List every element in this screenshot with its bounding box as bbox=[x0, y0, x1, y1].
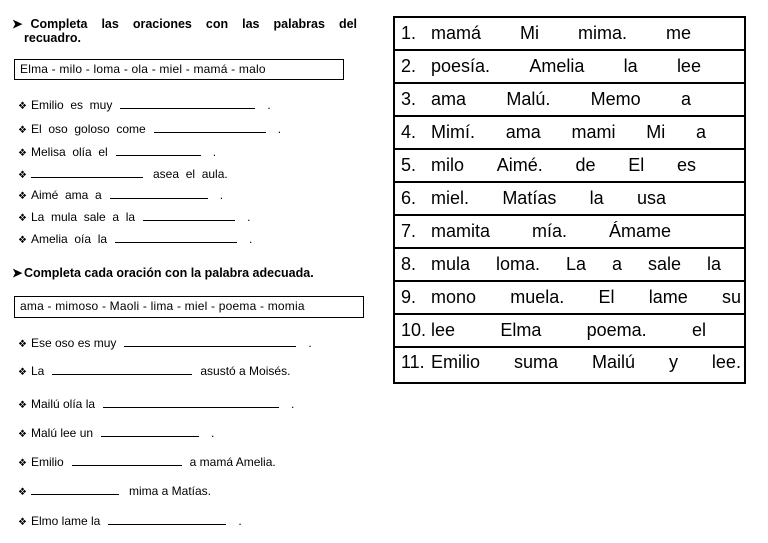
sentence-item bbox=[18, 336, 312, 352]
scrambled-row bbox=[393, 115, 746, 148]
instruction-2-text: Completa cada oración con la palabra adecuada. bbox=[24, 266, 314, 280]
scrambled-word: Malú. bbox=[506, 89, 551, 109]
instruction-2 bbox=[12, 266, 314, 280]
sentence-text: Emilio bbox=[31, 455, 64, 469]
diamond-bullet-icon: ❖ bbox=[18, 429, 27, 440]
sentence-item bbox=[18, 426, 214, 442]
scrambled-word: lee bbox=[431, 320, 456, 340]
worksheet-left bbox=[0, 0, 380, 543]
instruction-1-line2: recuadro. bbox=[24, 31, 81, 45]
scrambled-word: Memo bbox=[590, 89, 641, 109]
scrambled-word: su bbox=[721, 287, 741, 307]
sentence-item bbox=[18, 167, 228, 183]
instruction-word: palabras bbox=[273, 17, 325, 31]
diamond-bullet-icon: ❖ bbox=[18, 170, 27, 181]
scrambled-words bbox=[431, 320, 706, 341]
diamond-bullet-icon: ❖ bbox=[18, 191, 27, 202]
arrowhead-bullet-icon: ➤ bbox=[12, 266, 23, 280]
scrambled-word: a bbox=[611, 254, 622, 274]
sentence-text: . bbox=[249, 232, 253, 246]
scrambled-row bbox=[393, 148, 746, 181]
scrambled-word: Ámame bbox=[608, 221, 671, 241]
sentence-text: mima a Matías. bbox=[129, 484, 212, 498]
scrambled-word: loma. bbox=[495, 254, 540, 274]
sentence-text: . bbox=[291, 397, 295, 411]
answer-blank[interactable] bbox=[120, 98, 255, 109]
sentence-text: . bbox=[267, 98, 271, 112]
diamond-bullet-icon: ❖ bbox=[18, 400, 27, 411]
sentence-text: . bbox=[308, 336, 312, 350]
scrambled-word: Matías bbox=[502, 188, 557, 208]
scrambled-word: Mi bbox=[520, 23, 539, 43]
scrambled-word: mula bbox=[431, 254, 471, 274]
scrambled-word: milo bbox=[431, 155, 465, 175]
sentence-item bbox=[18, 364, 290, 380]
answer-blank[interactable] bbox=[124, 336, 296, 347]
answer-blank[interactable] bbox=[108, 514, 226, 525]
scrambled-word: El bbox=[628, 155, 645, 175]
diamond-bullet-icon: ❖ bbox=[18, 487, 27, 498]
sentence-text: asustó a Moisés. bbox=[200, 364, 291, 378]
sentence-text: a mamá Amelia. bbox=[189, 455, 276, 469]
scrambled-word: mono bbox=[431, 287, 477, 307]
sentence-text: . bbox=[247, 210, 251, 224]
diamond-bullet-icon: ❖ bbox=[18, 213, 27, 224]
instruction-word: las bbox=[242, 17, 260, 31]
row-number: 10. bbox=[401, 320, 427, 340]
scrambled-word: La bbox=[565, 254, 586, 274]
answer-blank[interactable] bbox=[31, 167, 143, 178]
answer-blank[interactable] bbox=[154, 122, 266, 133]
diamond-bullet-icon: ❖ bbox=[18, 235, 27, 246]
row-number: 9. bbox=[401, 287, 417, 307]
answer-blank[interactable] bbox=[116, 145, 201, 156]
row-number: 4. bbox=[401, 122, 417, 142]
instruction-word: Completa bbox=[30, 17, 88, 31]
row-number: 6. bbox=[401, 188, 417, 208]
scrambled-word: mami bbox=[571, 122, 616, 142]
scrambled-word: poesía. bbox=[431, 56, 491, 76]
word-bank-2: ama - mimoso - Maoli - lima - miel - poema - momia bbox=[14, 296, 364, 318]
scrambled-word: a bbox=[680, 89, 691, 109]
scrambled-words bbox=[431, 221, 671, 242]
sentence-item bbox=[18, 210, 250, 226]
row-number: 1. bbox=[401, 23, 417, 43]
scrambled-word: mía. bbox=[531, 221, 567, 241]
scrambled-row bbox=[393, 49, 746, 82]
scrambled-words bbox=[431, 254, 721, 275]
sentence-text: La mula sale a la bbox=[31, 210, 136, 224]
diamond-bullet-icon: ❖ bbox=[18, 101, 27, 112]
scrambled-word: mamá bbox=[431, 23, 482, 43]
diamond-bullet-icon: ❖ bbox=[18, 125, 27, 136]
sentence-text: . bbox=[238, 514, 242, 528]
instruction-word: las bbox=[101, 17, 119, 31]
sentence-text: La bbox=[31, 364, 45, 378]
scrambled-word: el bbox=[691, 320, 706, 340]
scrambled-row bbox=[393, 313, 746, 346]
scrambled-word: ama bbox=[505, 122, 541, 142]
diamond-bullet-icon: ❖ bbox=[18, 458, 27, 469]
scrambled-word: a bbox=[695, 122, 706, 142]
scrambled-word: mima. bbox=[577, 23, 627, 43]
sentence-text: Mailú olía la bbox=[31, 397, 96, 411]
diamond-bullet-icon: ❖ bbox=[18, 339, 27, 350]
sentence-text: Emilio es muy bbox=[31, 98, 113, 112]
sentence-item bbox=[18, 122, 281, 138]
scrambled-word: la bbox=[706, 254, 721, 274]
scrambled-words bbox=[431, 188, 666, 209]
sentence-text: . bbox=[219, 188, 224, 202]
sentence-item bbox=[18, 188, 223, 204]
sentence-text: . bbox=[212, 145, 217, 159]
scrambled-row bbox=[393, 82, 746, 115]
answer-blank[interactable] bbox=[101, 426, 199, 437]
scrambled-row bbox=[393, 280, 746, 313]
scrambled-word: Amelia bbox=[529, 56, 585, 76]
scrambled-word: lame bbox=[648, 287, 688, 307]
diamond-bullet-icon: ❖ bbox=[18, 367, 27, 378]
scrambled-word: Mimí. bbox=[431, 122, 475, 142]
sentence-text: Elmo lame la bbox=[31, 514, 101, 528]
arrowhead-bullet-icon: ➤ bbox=[12, 17, 23, 31]
scrambled-row bbox=[393, 247, 746, 280]
instruction-1 bbox=[12, 17, 372, 45]
scrambled-sentences-table bbox=[393, 16, 746, 384]
sentence-text: Ese oso es muy bbox=[31, 336, 117, 350]
word-bank-1: Elma - milo - loma - ola - miel - mamá - malo bbox=[14, 59, 344, 80]
answer-blank[interactable] bbox=[103, 397, 279, 408]
sentence-item bbox=[18, 98, 271, 114]
scrambled-word: de bbox=[575, 155, 596, 175]
row-number: 7. bbox=[401, 221, 417, 241]
scrambled-word: sale bbox=[647, 254, 681, 274]
instruction-1-line1 bbox=[12, 17, 357, 31]
diamond-bullet-icon: ❖ bbox=[18, 517, 27, 528]
sentence-item bbox=[18, 455, 276, 471]
scrambled-words bbox=[431, 23, 691, 44]
scrambled-row bbox=[393, 214, 746, 247]
sentence-item bbox=[18, 397, 294, 413]
answer-blank[interactable] bbox=[110, 188, 208, 199]
scrambled-word: y bbox=[668, 352, 678, 372]
row-number: 5. bbox=[401, 155, 417, 175]
scrambled-words bbox=[431, 352, 741, 373]
scrambled-word: ama bbox=[431, 89, 467, 109]
sentence-text: Aimé ama a bbox=[31, 188, 102, 202]
sentence-text: Melisa olía el bbox=[31, 145, 108, 159]
row-number: 8. bbox=[401, 254, 417, 274]
scrambled-word: me bbox=[665, 23, 691, 43]
scrambled-word: usa bbox=[636, 188, 666, 208]
sentence-item bbox=[18, 484, 211, 500]
sentence-text: Malú lee un bbox=[31, 426, 94, 440]
scrambled-word: suma bbox=[513, 352, 558, 372]
sentence-item bbox=[18, 145, 216, 161]
sentence-text: Amelia oía la bbox=[31, 232, 108, 246]
scrambled-row bbox=[393, 16, 746, 49]
scrambled-word: la bbox=[623, 56, 638, 76]
scrambled-words bbox=[431, 287, 741, 308]
scrambled-row bbox=[393, 181, 746, 214]
scrambled-word: es bbox=[676, 155, 696, 175]
sentence-text: asea el aula. bbox=[153, 167, 228, 181]
answer-blank[interactable] bbox=[31, 484, 119, 495]
sentence-text: . bbox=[277, 122, 282, 136]
sentence-item bbox=[18, 232, 252, 248]
answer-blank[interactable] bbox=[72, 455, 182, 466]
answer-blank[interactable] bbox=[115, 232, 237, 243]
scrambled-word: Mi bbox=[646, 122, 666, 142]
instruction-word: del bbox=[338, 17, 357, 31]
scrambled-word: mamita bbox=[431, 221, 491, 241]
scrambled-word: miel. bbox=[431, 188, 470, 208]
sentence-item bbox=[18, 514, 242, 530]
scrambled-words bbox=[431, 56, 701, 77]
scrambled-word: lee. bbox=[711, 352, 741, 372]
row-number: 3. bbox=[401, 89, 417, 109]
row-number: 11. bbox=[401, 352, 425, 372]
scrambled-word: Emilio bbox=[431, 352, 481, 372]
scrambled-words bbox=[431, 122, 706, 143]
scrambled-word: poema. bbox=[586, 320, 647, 340]
scrambled-words bbox=[431, 155, 696, 176]
instruction-word: con bbox=[205, 17, 229, 31]
scrambled-word: Aimé. bbox=[496, 155, 543, 175]
scrambled-words bbox=[431, 89, 691, 110]
diamond-bullet-icon: ❖ bbox=[18, 148, 27, 159]
sentence-text: . bbox=[211, 426, 215, 440]
instruction-word: oraciones bbox=[132, 17, 192, 31]
answer-blank[interactable] bbox=[52, 364, 192, 375]
scrambled-word: Mailú bbox=[591, 352, 635, 372]
scrambled-row bbox=[393, 346, 746, 384]
sentence-text: El oso goloso come bbox=[31, 122, 146, 136]
scrambled-word: lee bbox=[676, 56, 701, 76]
scrambled-word: El bbox=[598, 287, 615, 307]
row-number: 2. bbox=[401, 56, 417, 76]
scrambled-word: la bbox=[589, 188, 604, 208]
scrambled-word: muela. bbox=[510, 287, 565, 307]
answer-blank[interactable] bbox=[143, 210, 235, 221]
scrambled-word: Elma bbox=[500, 320, 542, 340]
